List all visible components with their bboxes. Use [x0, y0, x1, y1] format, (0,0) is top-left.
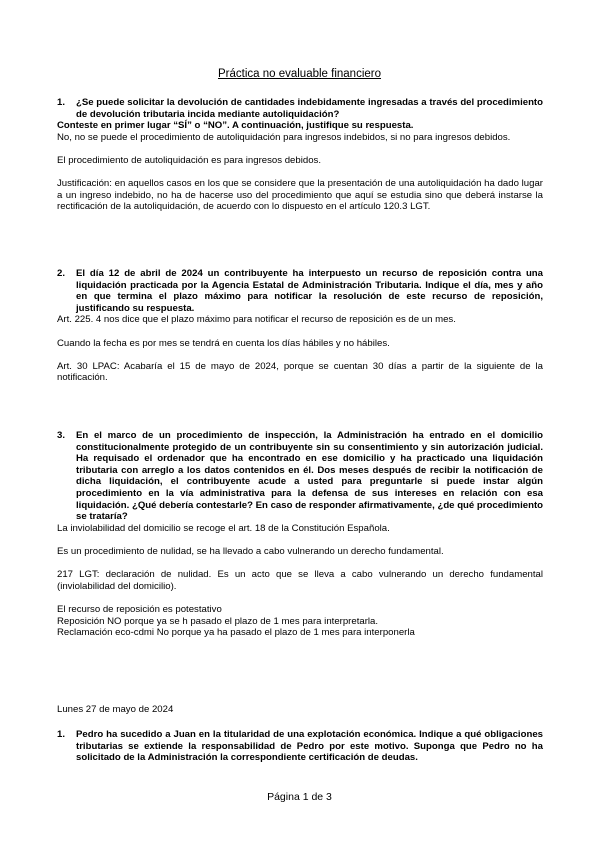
question-2-number: 2. [57, 268, 66, 279]
page-title: Práctica no evaluable financiero [217, 68, 382, 80]
question-3-answer-3: 217 LGT: declaración de nulidad. Es un acto que se lleva a cabo vulnerando un derecho fundamental (inviolabilidad del domicilio). [57, 569, 543, 592]
question-2-block [57, 268, 543, 384]
question-3-block [57, 430, 543, 639]
question-3-answer-6: Reclamación eco-cdmi No porque ya ha pasado el plazo de 1 mes para interponerla [57, 627, 415, 639]
question-1-answer-3: Justificación: en aquellos casos en los que se considere que la presentación de una autoliquidación ha dado lugar a un ingreso indebido, no ha de hacerse uso del procedimiento que aquí se estudia sino que deberá instarse la rectificación de la autoliquidación, de acuerdo con lo dispuesto en el artículo 120.3 LGT. [57, 178, 543, 213]
question-1-answer-2: El procedimiento de autoliquidación es para ingresos debidos. [57, 154, 321, 166]
question-1-instruction: Conteste en primer lugar “SÍ” o “NO”. A continuación, justifique su respuesta. [57, 120, 414, 132]
question-2-answer-2: Cuando la fecha es por mes se tendrá en cuenta los días hábiles y no hábiles. [57, 337, 390, 349]
question-1-block [57, 97, 543, 213]
question-1 [57, 97, 543, 120]
question-3-answer-2: Es un procedimiento de nulidad, se ha llevado a cabo vulnerando un derecho fundamental. [57, 545, 444, 557]
question-1-answer-1: No, no se puede el procedimiento de autoliquidación para ingresos indebidos, si no para ingresos debidos. [57, 131, 511, 143]
question-4-number: 1. [57, 729, 66, 740]
question-3-text: En el marco de un procedimiento de inspección, la Administración ha entrado en el domicilio constitucionalmente protegido de un contribuyente sin su consentimiento y sin autorización judicial. Ha requisado el ordenador que ha encontrado en ese domicilio y ha practicado una liquidación tributaria con arreglo a los datos contenidos en él. Dos meses después de recibir la notificación de dicha liquidación, el contribuyente acude a usted para preguntarle si puede instar algún procedimiento en la vía administrativa para la defensa de sus intereses en relación con esa liquidación. ¿Qué debería contestarle? En caso de responder afirmativamente, ¿de qué procedimiento se trataría? [76, 430, 544, 523]
question-2-answer-1: Art. 225. 4 nos dice que el plazo máximo para notificar el recurso de reposición es de un mes. [57, 314, 456, 326]
session-date: Lunes 27 de mayo de 2024 [57, 704, 174, 715]
question-3-answer-5: Reposición NO porque ya se h pasado el plazo de 1 mes para interpretarla. [57, 615, 379, 627]
question-3-answer-1: La inviolabilidad del domicilio se recoge el art. 18 de la Constitución Española. [57, 522, 390, 534]
question-4-block [57, 729, 543, 764]
question-2-text: El día 12 de abril de 2024 un contribuyente ha interpuesto un recurso de reposición contra una liquidación practicada por la Agencia Estatal de Administración Tributaria. Indique el día, mes y año en que termina el plazo máximo para notificar la resolución de este recurso de reposición, justificando su respuesta. [76, 268, 543, 314]
question-3 [57, 430, 543, 523]
question-1-number: 1. [57, 97, 66, 108]
question-1-text: ¿Se puede solicitar la devolución de cantidades indebidamente ingresadas a través del procedimiento de devolución tributaria incida mediante autoliquidación? [76, 97, 543, 120]
question-3-number: 3. [57, 430, 66, 441]
question-2-answer-3: Art. 30 LPAC: Acabaría el 15 de mayo de 2024, porque se cuentan 30 días a partir de la siguiente de la notificación. [57, 360, 543, 384]
question-4 [57, 729, 543, 764]
page-number-footer: Página 1 de 3 [267, 791, 332, 803]
question-4-text: Pedro ha sucedido a Juan en la titularidad de una explotación económica. Indique a qué obligaciones tributarias se extiende la responsabilidad de Pedro por este motivo. Suponga que Pedro no ha solicitado de la Administración la correspondiente certificación de deudas. [76, 729, 543, 764]
question-2 [57, 268, 543, 314]
question-3-answer-4: El recurso de reposición es potestativo [57, 603, 222, 615]
